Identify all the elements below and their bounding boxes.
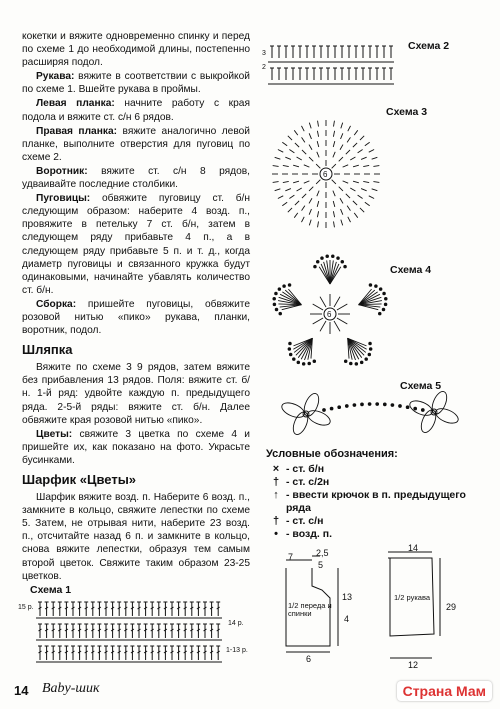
scheme-2-diagram: [268, 44, 394, 88]
paragraph-buttons: Пуговицы: обвяжите пуговицу ст. б/н следующим образом: наберите 4 возд. п., провяжите в петельку 7 ст. б/н, затем в следующем ряду прибавьте 4 п., а в следующем ряду прибавьте 5 п. и т. д., когда диаметр пуговицы и связанного кружка будут одинаковыми, начинайте убавлять количество ст. б/н.: [22, 193, 250, 296]
scheme-4-center-number: 6: [327, 310, 332, 319]
front-pattern-label: 1/2 переда и спинки: [288, 601, 332, 618]
paragraph-flowers: Цветы: свяжите 3 цветка по схеме 4 и пришейте их, как показано на фото. Украсьте бусинками.: [22, 428, 250, 466]
dim-label: 4: [344, 614, 350, 624]
paragraph-assembly: Сборка: пришейте пуговицы, обвяжите розовой нитью «пико» рукава, планки, воротник, подол.: [22, 298, 250, 337]
dim-label: 7: [288, 552, 294, 562]
legend: [266, 448, 486, 541]
scheme-5-label: Схема 5: [400, 380, 442, 392]
paragraph-collar: Воротник: вяжите ст. с/н 8 рядов, удваивайте последние столбики.: [22, 165, 250, 191]
legend-title: Условные обозначения:: [266, 448, 398, 460]
scheme-2-row-label: 3: [262, 50, 266, 57]
paragraph: кокетки и вяжите одновременно спинку и перед по схеме 1 до необходимой длины, постепенно расширяя подол.: [22, 31, 250, 69]
page-number: 14: [14, 683, 29, 698]
section-heading-hat: Шляпка: [22, 342, 73, 358]
legend-item: • - возд. п.: [274, 528, 332, 540]
legend-item: ↑ - ввести крючок в п. предыдущего ряда: [273, 489, 466, 514]
scheme-1-label: Схема 1: [30, 584, 72, 596]
dim-label: 14: [408, 543, 419, 553]
scheme-1-row-label: 14 р.: [228, 620, 244, 627]
dim-label: 13: [342, 592, 353, 602]
instructions-column: [22, 30, 250, 584]
scheme-3-label: Схема 3: [386, 106, 428, 118]
paragraph-hat: Вяжите по схеме 3 9 рядов, затем вяжите без прибавления 13 рядов. Поля: вяжите ст. б/н. 1-й ряд: удвойте каждую п. предыдущего ряда. 2-5-й ряды: вяжите ст. б/н. Далее обвяжите края розовой нитью «пико».: [22, 362, 250, 426]
scheme-3-center-number: 6: [323, 170, 328, 179]
scheme-4-diagram: [262, 246, 388, 370]
dim-label: 6: [306, 654, 312, 664]
dim-label: 29: [446, 602, 457, 612]
scheme-2-label: Схема 2: [408, 40, 450, 52]
scheme-5-diagram: [266, 388, 492, 440]
paragraph-scarf: Шарфик вяжите возд. п. Наберите 6 возд. п., замкните в кольцо, свяжите лепестки по схеме 5. Затем, не отрывая нити, наберите 23 возд. п., отсчитайте назад 6 п. и замкните в кольцо, снова вяжите лепестки, образуя тем самым второй цветок. Свяжите таким образом 23-25 цветков.: [22, 492, 250, 582]
scheme-3-diagram: [266, 114, 386, 234]
dim-label: 12: [408, 660, 419, 670]
paragraph-left-placket: Левая планка: начните работу с края подола и вяжите ст. с/н 6 рядов.: [22, 98, 250, 123]
legend-item: † - ст. с/н: [272, 515, 324, 527]
dim-label: 5: [318, 560, 324, 570]
dim-label: 2,5: [316, 548, 329, 558]
site-watermark: Страна Мам: [397, 681, 492, 701]
paragraph-sleeves: Рукава: вяжите в соответствии с выкройкой по схеме 1. Вшейте рукава в проймы.: [22, 71, 250, 96]
scheme-4-label: Схема 4: [390, 264, 432, 276]
legend-item: † - ст. с/2н: [272, 476, 330, 488]
scheme-1-diagram: [36, 598, 226, 664]
magazine-brand: Baby-шик: [42, 681, 100, 696]
sleeve-pattern-label: 1/2 рукава: [394, 593, 431, 602]
legend-item: × - ст. б/н: [272, 463, 325, 475]
paragraph-right-placket: Правая планка: вяжите аналогично левой планке, выполните отверстия для пуговиц по схеме 2.: [22, 125, 250, 163]
section-heading-scarf: Шарфик «Цветы»: [22, 472, 137, 487]
scheme-1-row-label: 15 р.: [18, 604, 34, 611]
scheme-1-row-label: 1-13 р.: [226, 647, 248, 654]
scheme-2-row-label: 2: [262, 64, 266, 71]
